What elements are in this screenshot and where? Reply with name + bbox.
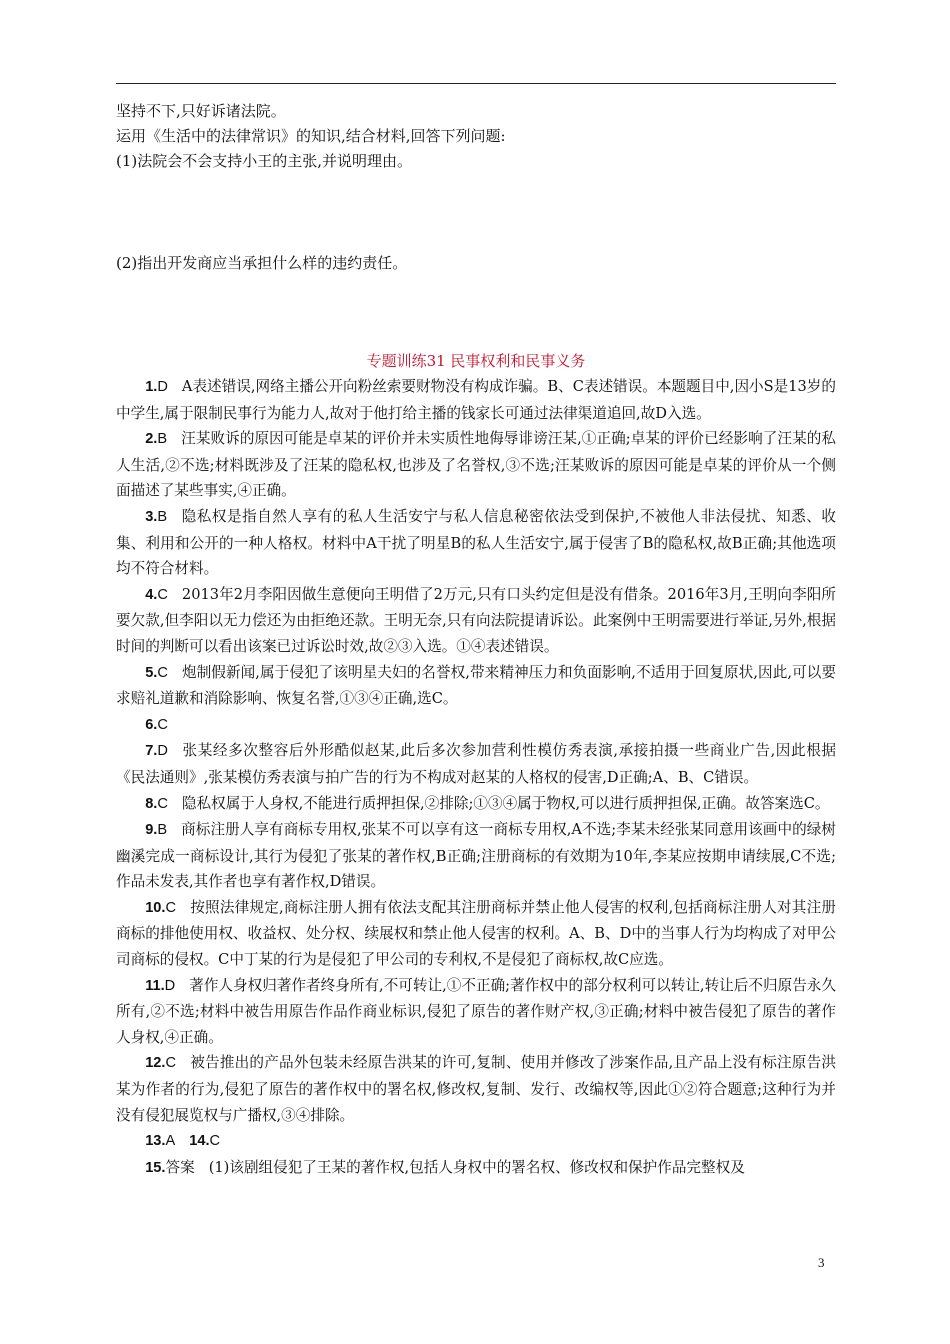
answer-key: D — [157, 379, 168, 395]
answer-number: 12. — [145, 1055, 166, 1072]
answer-key: C — [157, 716, 168, 733]
question-2-block — [116, 251, 836, 276]
answer-key: D — [157, 743, 168, 760]
answer-item — [116, 1128, 836, 1155]
question-continuation — [116, 99, 836, 174]
answer-number: 9. — [145, 822, 158, 839]
answer-number: 13. — [145, 1133, 166, 1150]
question-instruction: 运用《生活中的法律常识》的知识,结合材料,回答下列问题: — [116, 127, 506, 145]
answer-number: 10. — [145, 899, 166, 916]
answer-number: 2. — [145, 431, 158, 448]
material-continuation: 坚持不下,只好诉诸法院。 — [116, 102, 286, 120]
answer-number: 6. — [145, 716, 158, 733]
answer-item — [116, 374, 836, 426]
answer-number: 14. — [189, 1133, 210, 1150]
answer-item — [116, 504, 836, 582]
answer-key: B — [157, 508, 168, 525]
section-title: 专题训练31 民事权利和民事义务 — [366, 352, 586, 370]
answer-item — [116, 660, 836, 712]
question-2: (2)指出开发商应当承担什么样的违约责任。 — [116, 254, 408, 272]
answer-number: 11. — [145, 977, 165, 994]
answer-explanation: 被告推出的产品外包装未经原告洪某的许可,复制、使用并修改了涉案作品,且产品上没有标注原告洪某为作者的行为,侵犯了原告的著作权中的署名权,修改权,复制、发行、改编权等,因此①②符合题意;这种行为并没有侵犯展览权与广播权,③④排除。 — [116, 1054, 836, 1124]
answer-item — [116, 712, 836, 739]
answer-explanation: 2013年2月李阳因做生意便向王明借了2万元,只有口头约定但是没有借条。2016年3月,王明向李阳所要欠款,但李阳以无力偿还为由拒绝还款。王明无奈,只有向法院提请诉讼。此案例中王明需要进行举证,另外,根据时间的判断可以看出该案已过诉讼时效,故②③入选。①④表述错误。 — [116, 585, 836, 655]
answer-key: B — [157, 822, 168, 839]
answer-explanation: 商标注册人享有商标专用权,张某不可以享有这一商标专用权,A不选;李某未经张某同意用该画中的绿树幽溪完成一商标设计,其行为侵犯了张某的著作权,B正确;注册商标的有效期为10年,李某应按期申请续展,C不选;作品未发表,其作者也享有著作权,D错误。 — [116, 821, 836, 891]
answer-number: 3. — [145, 508, 158, 525]
answer-number: 4. — [145, 586, 158, 603]
answer-explanation: A表述错误,网络主播公开向粉丝索要财物没有构成诈骗。B、C表述错误。本题题目中,因小S是13岁的中学生,属于限制民事行为能力人,故对于他打给主播的钱家长可通过法律渠道追回,故D入选。 — [116, 378, 836, 422]
answer-explanation: 按照法律规定,商标注册人拥有依法支配其注册商标并禁止他人侵害的权利,包括商标注册人对其注册商标的排他使用权、收益权、处分权、续展权和禁止他人侵害的权利。A、B、D中的当事人行为均构成了对甲公司商标的侵权。C中丁某的行为是侵犯了甲公司的专利权,不是侵犯了商标权,故C应选。 — [116, 898, 836, 969]
answer-key: A — [165, 1133, 176, 1150]
answer-number: 15. — [145, 1159, 166, 1176]
answer-explanation: 炮制假新闻,属于侵犯了该明星夫妇的名誉权,带来精神压力和负面影响,不适用于回复原状,因此,可以要求赔礼道歉和消除影响、恢复名誉,①③④正确,选C。 — [116, 663, 836, 708]
answer-item — [116, 1155, 836, 1182]
answer-item — [116, 582, 836, 660]
answer-key: C — [165, 899, 177, 916]
answer-key: C — [209, 1133, 221, 1150]
answer-key: C — [157, 664, 168, 681]
question-1: (1)法院会不会支持小王的主张,并说明理由。 — [116, 152, 413, 170]
answer-explanation: 张某经多次整容后外形酷似赵某,此后多次参加营利性模仿秀表演,承接拍摄一些商业广告,因此根据《民法通则》,张某模仿秀表演与拍广告的行为不构成对赵某的人格权的侵害,D正确;A、B、C错误。 — [116, 742, 836, 786]
answer-item — [116, 426, 836, 504]
answer-key: 答案 — [165, 1159, 195, 1176]
answer-explanation: 隐私权是指自然人享有的私人生活安宁与私人信息秘密依法受到保护,不被他人非法侵扰、知悉、收集、利用和公开的一种人格权。材料中A干扰了明星B的私人生活安宁,属于侵害了B的隐私权,故B正确;其他选项均不符合材料。 — [116, 507, 836, 578]
answer-explanation: 汪某败诉的原因可能是卓某的评价并未实质性地侮辱诽谤汪某,①正确;卓某的评价已经影响了汪某的私人生活,②不选;材料既涉及了汪某的隐私权,也涉及了名誉权,③不选;汪某败诉的原因可能是卓某的评价从一个侧面描述了某些事实,④正确。 — [116, 430, 836, 500]
answer-explanation: 著作人身权归著作者终身所有,不可转让,①不正确;著作权中的部分权利可以转让,转让后不归原告永久所有,②不选;材料中被告用原告作品作商业标识,侵犯了原告的著作财产权,③正确;材料中被告侵犯了原告的著作人身权,④正确。 — [116, 976, 836, 1046]
answer-key: C — [165, 1055, 177, 1072]
answer-explanation: (1)该剧组侵犯了王某的著作权,包括人身权中的署名权、修改权和保护作品完整权及 — [208, 1158, 745, 1176]
answer-key: C — [157, 586, 168, 603]
answer-item — [116, 791, 836, 818]
answer-number: 5. — [145, 664, 158, 681]
answer-explanation: 隐私权属于人身权,不能进行质押担保,②排除;①③④属于物权,可以进行质押担保,正确。故答案选C。 — [181, 794, 830, 812]
answer-item — [116, 738, 836, 790]
answer-key: D — [164, 977, 176, 994]
answer-key: C — [157, 795, 168, 812]
header-rule — [116, 83, 836, 84]
answer-item — [116, 973, 836, 1051]
answer-key: B — [157, 431, 168, 448]
answer-item — [116, 895, 836, 973]
answer-item — [116, 817, 836, 895]
answer-number: 8. — [145, 795, 158, 812]
page-number: 3 — [818, 1255, 825, 1270]
answer-number: 1. — [145, 379, 158, 395]
answer-list — [116, 374, 836, 1181]
answer-item — [116, 1050, 836, 1128]
answer-number: 7. — [145, 743, 158, 760]
